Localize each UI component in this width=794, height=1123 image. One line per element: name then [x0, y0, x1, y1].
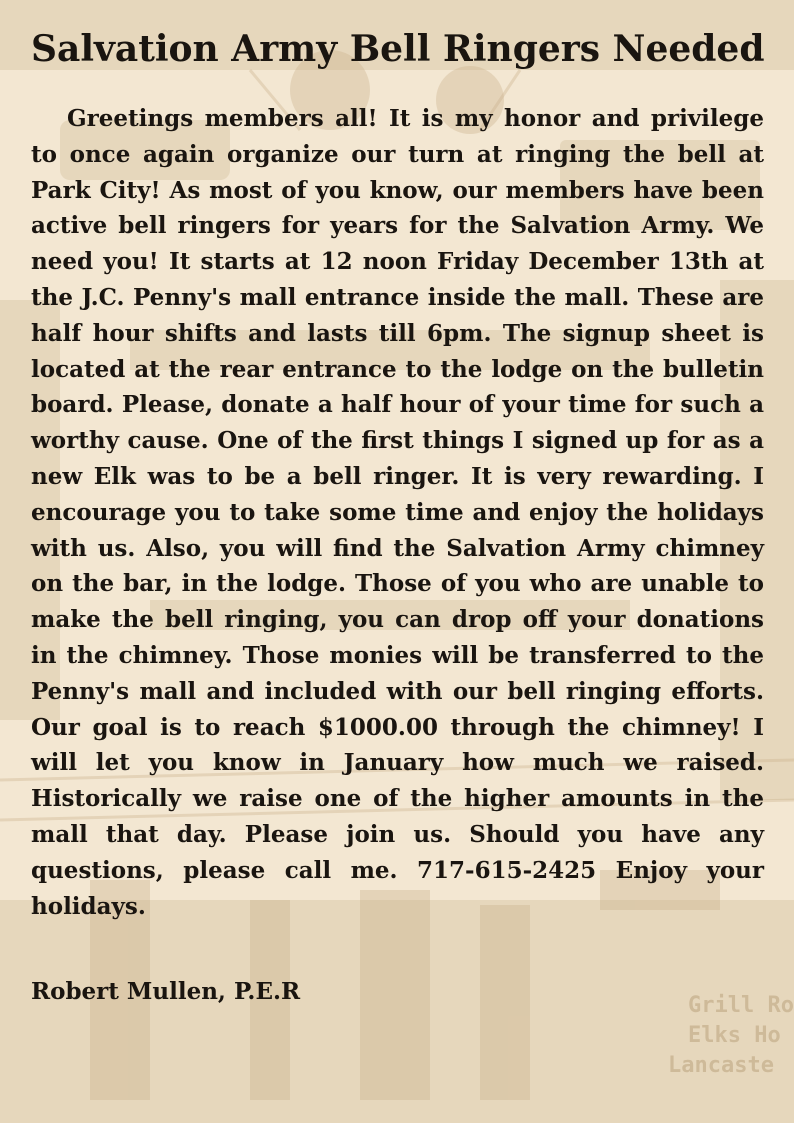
sign-text-line-2: Elks Ho	[688, 1023, 781, 1048]
sign-text-line-3: Lancaste	[668, 1053, 774, 1078]
document-body: Greetings members all! It is my honor and privilege to once again organize our turn at ringing the bell at Park City! As most of you know, our members have been active bell ringers for years for the Salvation Army. We need you! It starts at 12 noon Friday December 13th at the J.C. Penny's mall entrance inside the mall. These are half hour shifts and lasts till 6pm. The signup sheet is located at the rear entrance to the lodge on the bulletin board. Please, donate a half hour of your time for such a worthy cause. One of the first things I signed up for as a new Elk was to be a bell ringer. It is very rewarding. I encourage you to take some time and enjoy the holidays with us. Also, you will find the Salvation Army chimney on the bar, in the lodge. Those of you who are unable to make the bell ringing, you can drop off your donations in the chimney. Those monies will be transferred to the Penny's mall and included with our bell ringing efforts. Our goal is to reach $1000.00 through the chimney! I will let you know in January how much we raised. Historically we raise one of the higher amounts in the mall that day. Please join us. Should you have any questions, please call me. 717-615-2425 Enjoy your holidays.	[31, 105, 764, 920]
signature: Robert Mullen, P.E.R	[31, 978, 301, 1006]
sign-text-line-1: Grill Ro	[688, 993, 794, 1018]
document-title: Salvation Army Bell Ringers Needed	[31, 28, 765, 70]
